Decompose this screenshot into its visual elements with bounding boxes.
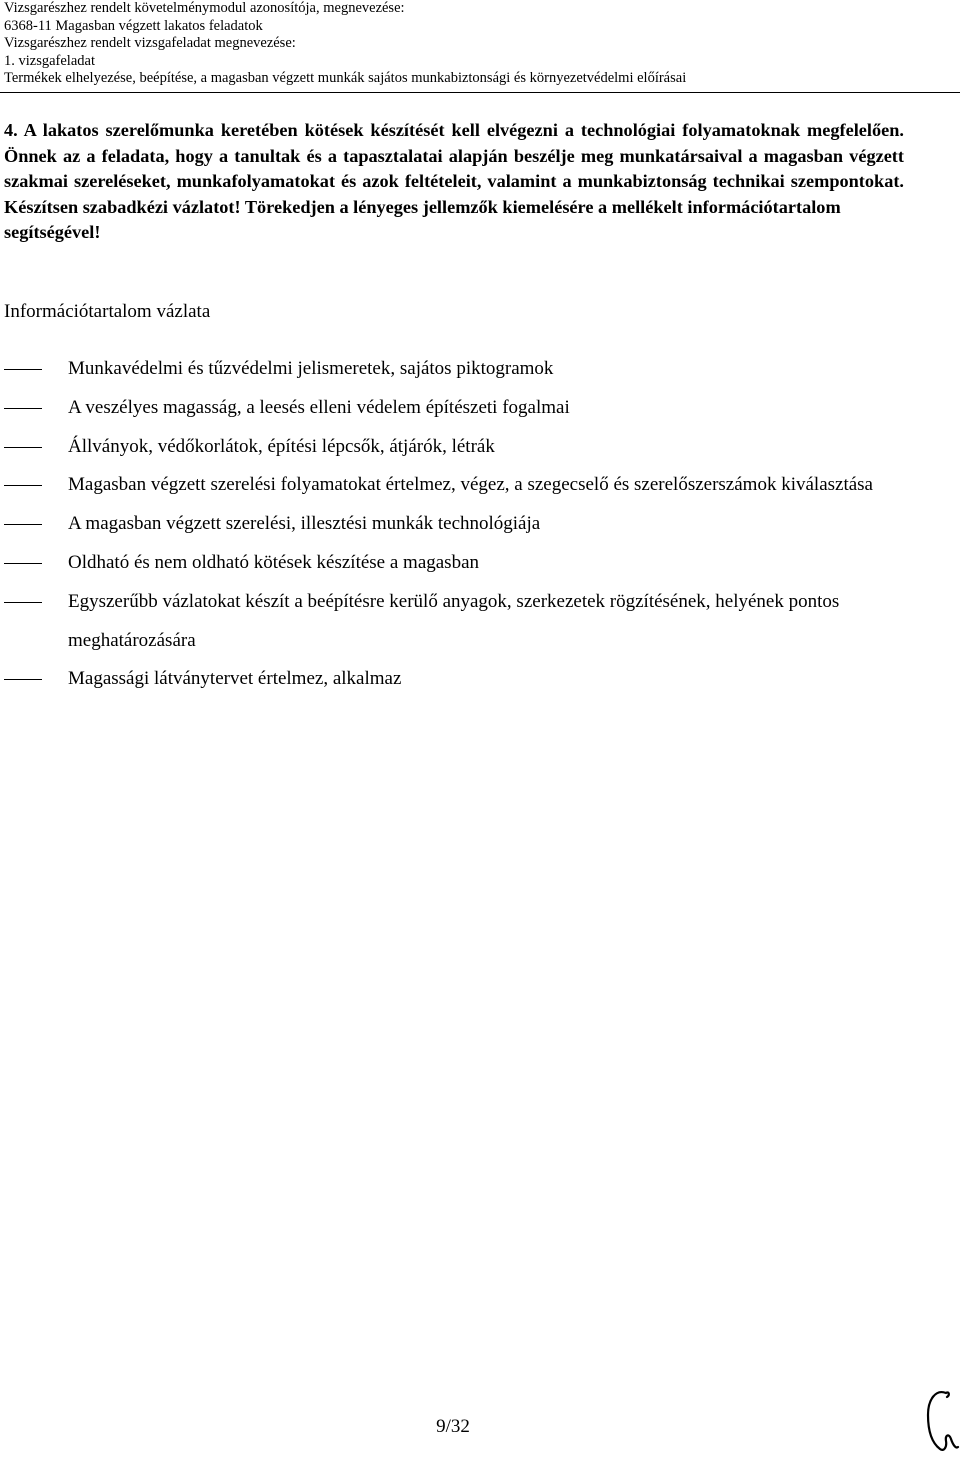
header-line-task-number: 1. vizsgafeladat	[4, 52, 95, 69]
list-item	[0, 544, 940, 583]
header-line-task-title: Termékek elhelyezése, beépítése, a magasban végzett munkák sajátos munkabiztonsági és környezetvédelmi előírásai	[4, 70, 687, 86]
dash-bullet	[4, 524, 42, 525]
header-line-module-label: Vizsgarészhez rendelt követelménymodul azonosítója, megnevezése:	[4, 0, 405, 16]
list-item-text: Állványok, védőkorlátok, építési lépcsők, átjárók, létrák	[68, 435, 495, 457]
page-number: 9/32	[436, 1416, 470, 1437]
dash-bullet	[4, 602, 42, 603]
list-item-text: Magassági látványtervet értelmez, alkalmaz	[68, 668, 402, 690]
list-item-text: A veszélyes magasság, a leesés elleni védelem építészeti fogalmai	[68, 396, 570, 418]
list-item-text: Munkavédelmi és tűzvédelmi jelismeretek, sajátos piktogramok	[68, 358, 554, 379]
dash-bullet	[4, 485, 42, 486]
list-item-text: Egyszerűbb vázlatokat készít a beépítésre kerülő anyagok, szerkezetek rögzítésének, helyének pontos meghatározására	[68, 590, 840, 651]
dash-bullet	[4, 369, 42, 370]
dash-bullet	[4, 408, 42, 409]
list-item	[0, 505, 940, 544]
page-header	[4, 0, 954, 88]
list-item	[0, 428, 940, 467]
list-item-text: A magasban végzett szerelési, illesztési munkák technológiája	[68, 513, 541, 535]
task-description	[4, 118, 904, 246]
dash-bullet	[4, 679, 42, 680]
info-section-title: Információtartalom vázlata	[4, 301, 211, 322]
task-text-last-line: segítségével!	[4, 222, 101, 243]
list-item-text: Oldható és nem oldható kötések készítése a magasban	[68, 551, 480, 573]
list-item	[0, 466, 940, 505]
header-line-task-label: Vizsgarészhez rendelt vizsgafeladat megnevezése:	[4, 35, 296, 51]
list-item	[0, 350, 940, 389]
header-line-module-name: 6368-11 Magasban végzett lakatos feladatok	[4, 17, 263, 34]
list-item-text: Magasban végzett szerelési folyamatokat értelmez, végez, a szegecselő és szerelőszerszámok kiválasztása	[68, 474, 873, 496]
dash-bullet	[4, 447, 42, 448]
signature-mark	[916, 1385, 960, 1455]
list-item	[0, 660, 940, 699]
list-item	[0, 583, 940, 661]
list-item	[0, 389, 940, 428]
info-item-list	[0, 350, 940, 699]
dash-bullet	[4, 563, 42, 564]
header-divider	[0, 92, 960, 93]
task-text: 4. A lakatos szerelőmunka keretében kötések készítését kell elvégezni a technológiai folyamatoknak megfelelően. Önnek az a feladata, hogy a tanultak és a tapasztalatai alapján beszélje meg munkatársaival a magasban végzett szakmai szereléseket, munkafolyamatokat és azok feltételeit, valamint a munkabiztonság technikai szempontokat. Készítsen szabadkézi vázlatot! Törekedjen a lényeges jellemzők kiemelésére a mellékelt információtartalom	[4, 120, 904, 217]
